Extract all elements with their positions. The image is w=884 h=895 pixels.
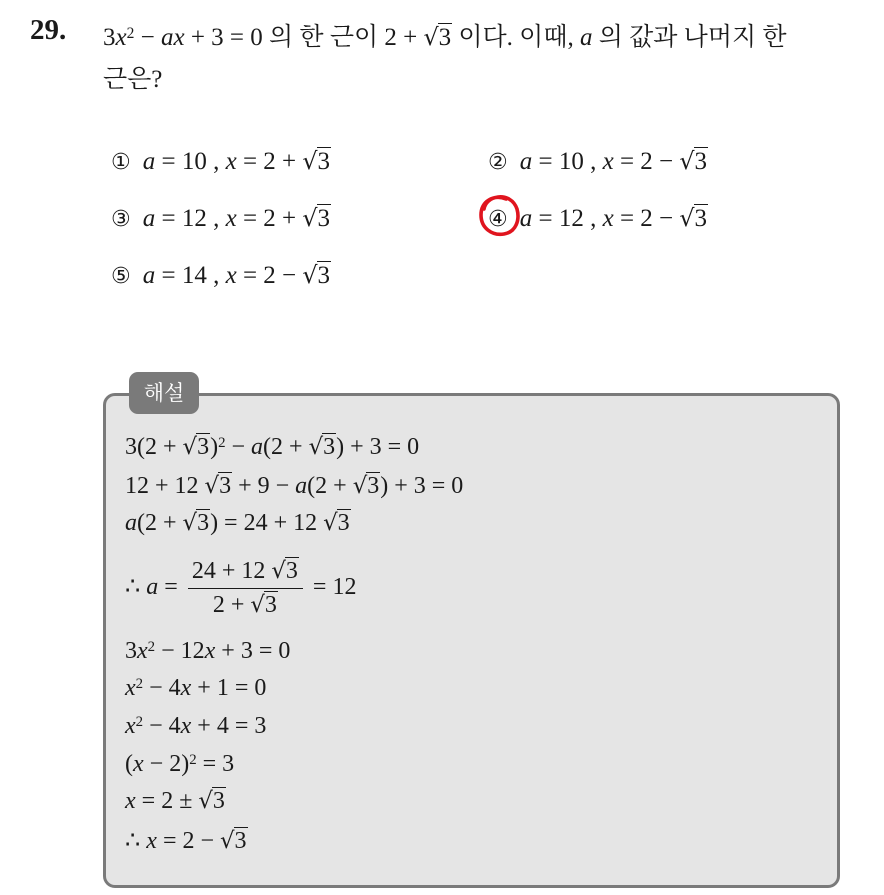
option-3[interactable]: ③ a = 12 , x = 2 + √3 bbox=[111, 204, 331, 232]
solution-step-3: a(2 + √3) = 24 + 12 √3 bbox=[125, 510, 350, 536]
option-marker: ② bbox=[488, 150, 508, 175]
fraction: $\frac{24 + 12 √3}{2 + √3}$ bbox=[188, 558, 303, 619]
solution-step-7: $x^2 - 4x + 4 = 3$ bbox=[125, 713, 267, 739]
question-line-2: 근은? bbox=[103, 66, 163, 93]
solution-step-9: x = 2 ± √3 bbox=[125, 788, 225, 814]
sqrt-3: √3 bbox=[423, 23, 452, 51]
option-marker: ③ bbox=[111, 207, 131, 232]
option-5[interactable]: ⑤ a = 14 , x = 2 − √3 bbox=[111, 261, 331, 289]
question-line-1: $3x^2$ − ax + 3 = 0 의 한 근이 2 + √3 이다. 이때, a 의 값과 나머지 한 bbox=[103, 23, 787, 51]
solution-step-2: 12 + 12 √3 + 9 − a(2 + √3) + 3 = 0 bbox=[125, 473, 464, 499]
solution-step-1: $3(2 + √3)^2 - a(2 + √3) + 3 = 0$ bbox=[125, 434, 420, 460]
selected-answer-circle-mark bbox=[476, 193, 523, 239]
option-marker: ④ bbox=[488, 207, 508, 232]
option-2[interactable]: ② a = 10 , x = 2 − √3 bbox=[488, 147, 708, 175]
question-text bbox=[103, 16, 873, 101]
solution-step-10: ∴ x = 2 − √3 bbox=[125, 828, 247, 854]
option-1[interactable]: ① a = 10 , x = 2 + √3 bbox=[111, 147, 331, 175]
option-4[interactable]: ④ a = 12 , x = 2 − √3 bbox=[488, 204, 708, 232]
solution-tag: 해설 bbox=[129, 372, 199, 414]
option-marker: ① bbox=[111, 150, 131, 175]
option-marker: ⑤ bbox=[111, 264, 131, 289]
solution-step-6: $x^2 - 4x + 1 = 0$ bbox=[125, 675, 267, 701]
question-number: 29. bbox=[30, 14, 67, 46]
solution-step-8: $(x - 2)^2 = 3$ bbox=[125, 751, 235, 777]
solution-step-4: ∴ a = $\frac{24 + 12 √3}{2 + √3}$ = 12 bbox=[125, 558, 357, 618]
solution-step-5: $3x^2 - 12x + 3 = 0$ bbox=[125, 638, 291, 664]
